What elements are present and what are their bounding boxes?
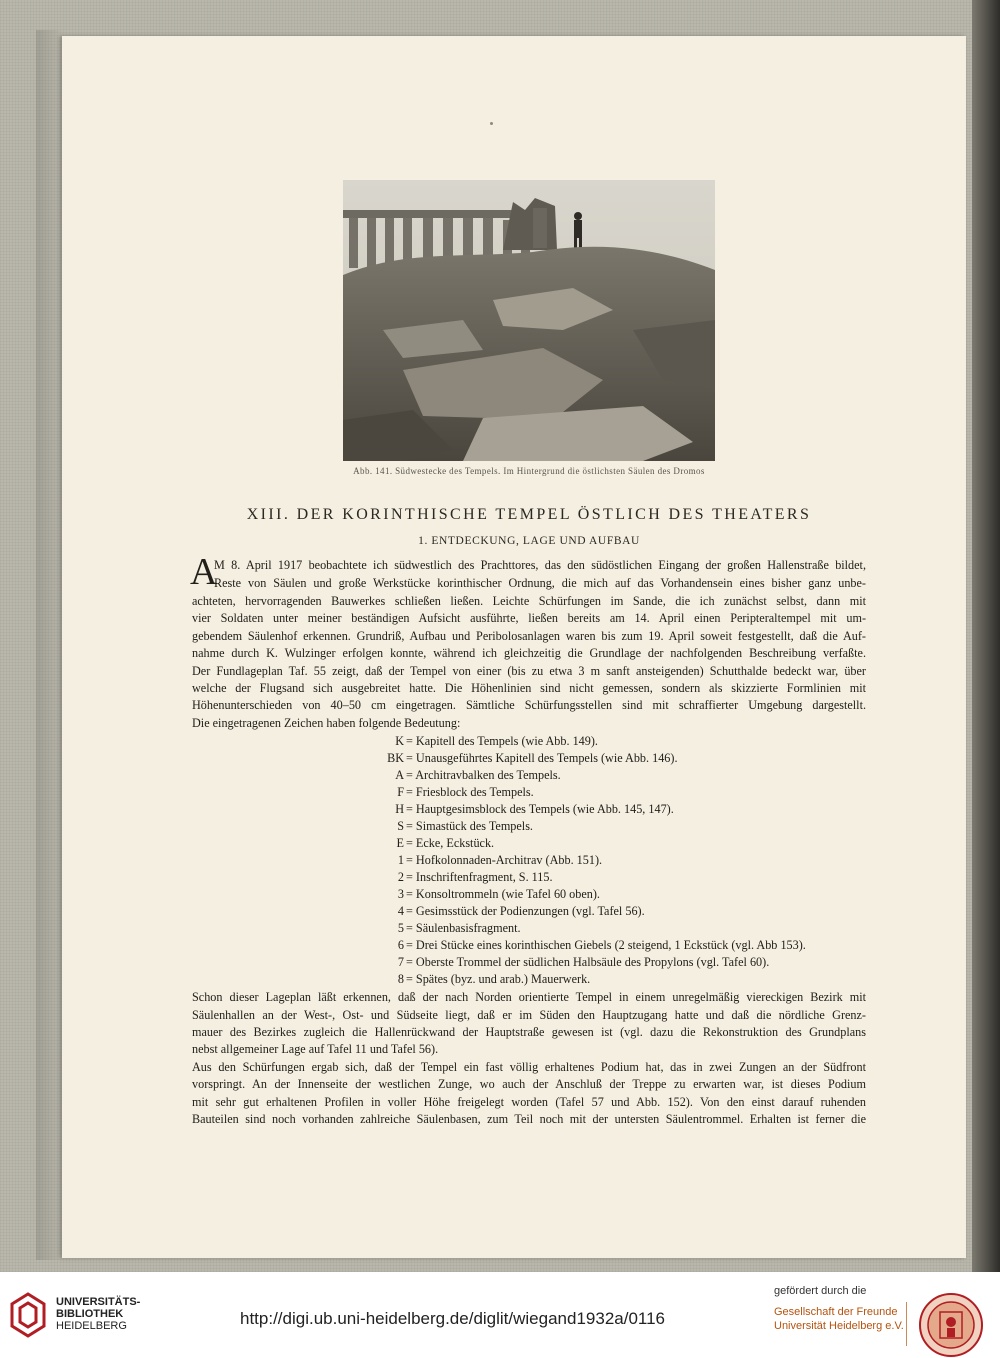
intro-line: nahme durch K. Wulzinger erfolgen konnte, während ich gleichzeitig die Grundlage der nachfolgenden Beschreibung verfaßte. xyxy=(192,646,866,660)
legend-item xyxy=(374,750,874,767)
legend-text: = Säulenbasisfragment. xyxy=(406,921,521,935)
library-line: HEIDELBERG xyxy=(56,1320,127,1332)
legend-key: H xyxy=(395,802,404,816)
legend-item xyxy=(374,886,874,903)
legend-item xyxy=(374,767,874,784)
legend-key: 6 xyxy=(397,938,404,952)
legend-text: = Spätes (byz. und arab.) Mauerwerk. xyxy=(406,972,591,986)
legend-item xyxy=(374,733,874,750)
intro-line: M 8. April 1917 beobachtete ich südwestlich des Prachttores, das den südöstlichen Eingang der großen Hallenstraße bildet, xyxy=(214,558,866,572)
legend-key: A xyxy=(395,768,404,782)
sponsor-label: gefördert durch die xyxy=(774,1285,867,1297)
legend-text: = Drei Stücke eines korinthischen Giebels (2 steigend, 1 Eckstück (vgl. Abb 153). xyxy=(406,938,806,952)
permalink-url[interactable]: http://digi.ub.uni-heidelberg.de/diglit/wiegand1932a/0116 xyxy=(240,1309,666,1328)
legend-key: 3 xyxy=(397,887,404,901)
sponsor-name-line: Gesellschaft der Freunde xyxy=(774,1306,898,1318)
intro-line: vier Soldaten unter meiner beständigen Aufsicht ausführte, ließen bereits am 14. April einen Peripteraltempel mit um- xyxy=(192,611,866,625)
legend-item xyxy=(374,971,874,988)
intro-line: welche der Flugsand sich ausgebreitet hatte. Die Höhenlinien sind nicht gemessen, sondern als skizzierte Formlinien mit xyxy=(192,681,866,695)
legend-key: 1 xyxy=(397,853,404,867)
photo-figure xyxy=(343,180,715,461)
body-line: Aus den Schürfungen ergab sich, daß der Tempel ein fast völlig erhaltenes Podium hat, das in zwei Zungen an der Südfront xyxy=(192,1060,866,1074)
university-seal-icon xyxy=(918,1292,984,1358)
legend-key: 7 xyxy=(397,955,404,969)
page-edge xyxy=(972,0,1000,1272)
legend-key: S xyxy=(397,819,404,833)
legend-key: K xyxy=(395,734,404,748)
legend-text: = Gesimsstück der Podienzungen (vgl. Tafel 56). xyxy=(406,904,645,918)
sponsor-name-line: Universität Heidelberg e.V. xyxy=(774,1320,904,1332)
legend-item xyxy=(374,903,874,920)
legend-key: 4 xyxy=(397,904,404,918)
library-line: UNIVERSITÄTS- xyxy=(56,1296,141,1308)
legend-key: 5 xyxy=(397,921,404,935)
legend-item xyxy=(374,835,874,852)
legend-key: BK xyxy=(387,751,404,765)
drop-cap: A xyxy=(190,551,218,593)
legend-text: = Hauptgesimsblock des Tempels (wie Abb. 145, 147). xyxy=(406,802,674,816)
sponsor-divider xyxy=(906,1302,907,1346)
legend-item xyxy=(374,869,874,886)
intro-line: Die eingetragenen Zeichen haben folgende Bedeutung: xyxy=(192,716,461,730)
body-line: Säulenhallen an der West-, Ost- und Südseite liegt, daß er im Süden den Hauptzugang hatte und daß die nördliche Grenz- xyxy=(192,1008,866,1022)
legend-item xyxy=(374,920,874,937)
legend-item xyxy=(374,818,874,835)
ruins-photo-illustration xyxy=(343,180,715,461)
body-line: mit sehr gut erhaltenen Profilen in voller Höhe freigelegt worden (Tafel 57 und Abb. 152). Von den einst darauf ruhenden xyxy=(192,1095,866,1109)
legend-key: E xyxy=(396,836,404,850)
footer-bar xyxy=(0,1272,1000,1354)
body-line: Bauteilen sind noch vorhanden zahlreiche Säulenbasen, zum Teil noch mit der untersten Säulentrommel. Erhalten ist ferner die xyxy=(192,1112,866,1126)
legend-item xyxy=(374,784,874,801)
legend-key: 2 xyxy=(397,870,404,884)
library-line: BIBLIOTHEK xyxy=(56,1308,124,1320)
legend-item xyxy=(374,954,874,971)
legend-text: = Unausgeführtes Kapitell des Tempels (wie Abb. 146). xyxy=(406,751,678,765)
figure-caption: Abb. 141. Südwestecke des Tempels. Im Hintergrund die östlichsten Säulen des Dromos xyxy=(353,466,705,476)
section-title: 1. ENTDECKUNG, LAGE UND AUFBAU xyxy=(418,535,640,547)
legend-text: = Ecke, Eckstück. xyxy=(406,836,495,850)
legend-item xyxy=(374,937,874,954)
legend-text: = Hofkolonnaden-Architrav (Abb. 151). xyxy=(406,853,603,867)
legend-text: = Konsoltrommeln (wie Tafel 60 oben). xyxy=(406,887,600,901)
page-speck xyxy=(490,122,493,125)
intro-line: Der Fundlageplan Taf. 55 zeigt, daß der Tempel von einer (bis zu etwa 3 m sanft ansteigenden) Schutthalde bedeckt war, über xyxy=(192,664,866,678)
sponsor-name xyxy=(774,1305,904,1333)
legend-text: = Kapitell des Tempels (wie Abb. 149). xyxy=(406,734,598,748)
ub-heidelberg-logo-icon xyxy=(10,1292,46,1338)
intro-line: Reste von Säulen und große Werkstücke korinthischer Ordnung, die mich auf das Vorhandensein eines bisher ganz unbe- xyxy=(214,576,866,590)
legend-item xyxy=(374,852,874,869)
body-line: nebst allgemeiner Lage auf Tafel 11 und Tafel 56). xyxy=(192,1042,439,1056)
library-name xyxy=(56,1296,140,1332)
legend-text: = Oberste Trommel der südlichen Halbsäule des Propylons (vgl. Tafel 60). xyxy=(406,955,770,969)
binding-shadow xyxy=(36,30,64,1260)
legend-text: = Simastück des Tempels. xyxy=(406,819,533,833)
legend-key: F xyxy=(397,785,404,799)
intro-line: Höhenunterschieden von 40–50 cm eingetragen. Sämtliche Schürfungsstellen sind mit schraffierter Umgebung dargestellt. xyxy=(192,698,866,712)
chapter-title: XIII. DER KORINTHISCHE TEMPEL ÖSTLICH DES THEATERS xyxy=(246,506,812,523)
legend-text: = Friesblock des Tempels. xyxy=(406,785,534,799)
intro-line: gebendem Säulenhof erkennen. Grundriß, Aufbau und Peribolosanlagen waren bis zum 19. April soweit festgestellt, daß die Auf- xyxy=(192,629,866,643)
legend-key: 8 xyxy=(397,972,404,986)
intro-line: achteten, hervorragenden Bauwerkes schließen ließen. Leichte Schürfungen im Sande, die ich zunächst selbst, dann mit xyxy=(192,594,866,608)
body-line: vorspringt. An der Innenseite der westlichen Zunge, wo auch der Anschluß der Treppe zu erwarten war, ist dieses Podium xyxy=(192,1077,866,1091)
legend-item xyxy=(374,801,874,818)
book-page xyxy=(62,36,966,1258)
body-line: Schon dieser Lageplan läßt erkennen, daß der nach Norden orientierte Tempel in einem unregelmäßig viereckigen Bezirk mit xyxy=(192,990,866,1004)
legend-text: = Inschriftenfragment, S. 115. xyxy=(406,870,553,884)
legend-text: = Architravbalken des Tempels. xyxy=(406,768,561,782)
body-line: mauer des Bezirkes zugleich die Hallenrückwand der Hauptstraße gewesen ist (vgl. dazu die Rekonstruktion des Grundplans xyxy=(192,1025,866,1039)
